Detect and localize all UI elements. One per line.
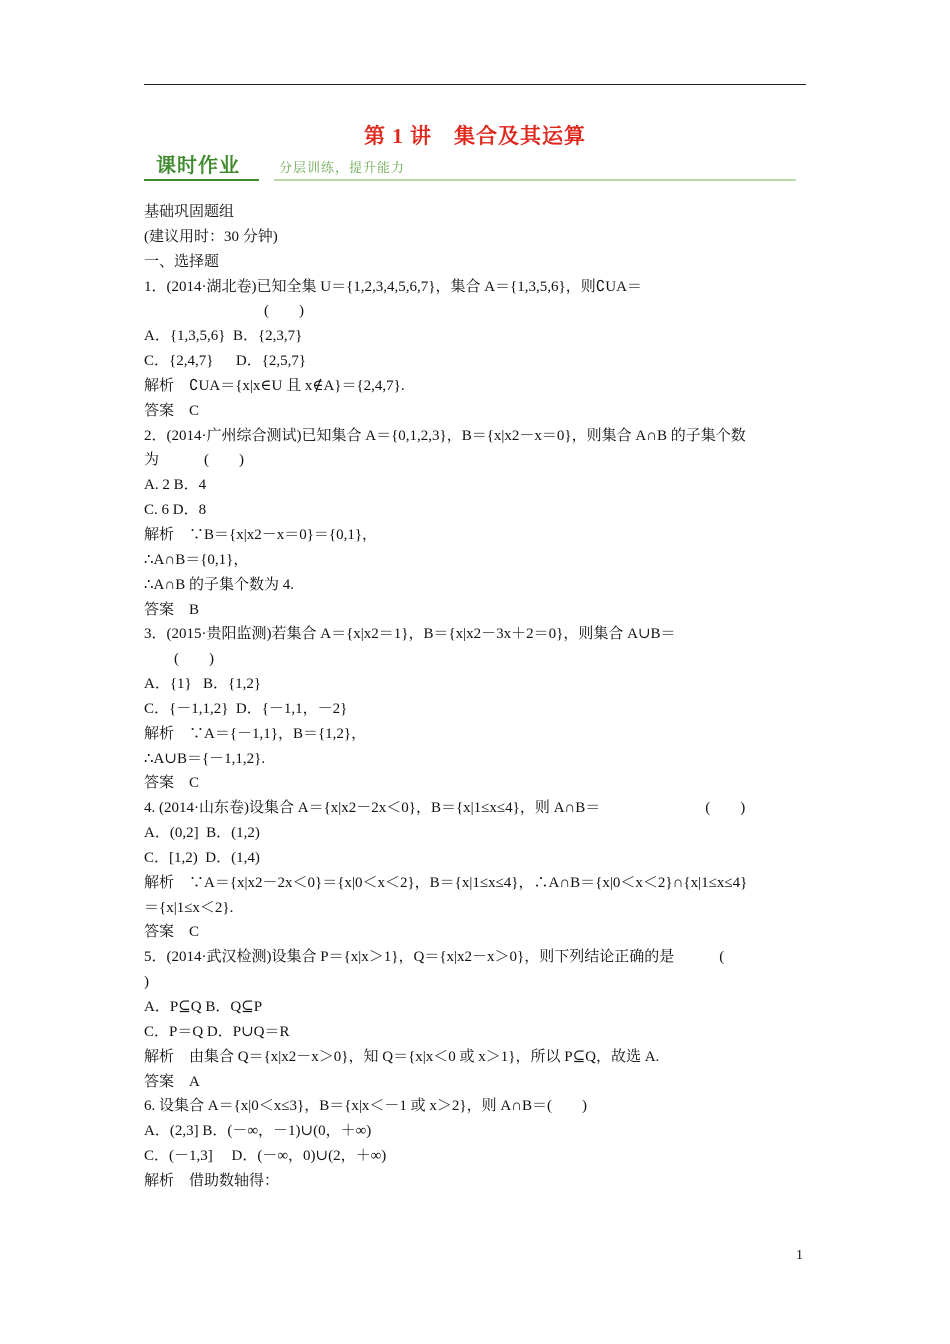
top-rule	[144, 84, 806, 85]
text-line: C．{－1,1,2} D．{－1,1，－2}	[144, 700, 348, 717]
text-line: 答案 C	[144, 402, 200, 419]
text-line: C．[1,2) D．(1,4)	[144, 849, 260, 866]
text-line: C．P＝Q D．P∪Q＝R	[144, 1023, 290, 1040]
banner-underline-light	[274, 179, 796, 181]
text-line: A．(2,3] B．(－∞，－1)∪(0，＋∞)	[144, 1123, 372, 1140]
text-line: A．(0,2] B．(1,2)	[144, 825, 260, 842]
text-line: ( )	[144, 651, 214, 668]
text-line: 答案 C	[144, 924, 200, 941]
text-line: 5．(2014·武汉检测)设集合 P＝{x|x＞1}，Q＝{x|x2－x＞0}，则下列结论正确的是 (	[144, 949, 725, 966]
text-line: A．P⊆Q B．Q⊆P	[144, 999, 263, 1015]
text-line: 2．(2014·广州综合测试)已知集合 A＝{0,1,2,3}，B＝{x|x2－x＝0}，则集合 A∩B 的子集个数	[144, 427, 746, 444]
text-line: 答案 A	[144, 1073, 200, 1090]
text-line: 4. (2014·山东卷)设集合 A＝{x|x2－2x＜0}，B＝{x|1≤x≤4}，则 A∩B＝ ( )	[144, 800, 746, 817]
text-line: ＝{x|1≤x＜2}.	[144, 899, 234, 916]
text-line: 解析 ∵A＝{x|x2－2x＜0}＝{x|0＜x＜2}，B＝{x|1≤x≤4}，∴A∩B＝{x|0＜x＜2}∩{x|1≤x≤4}	[144, 874, 748, 891]
text-line: 6. 设集合 A＝{x|0＜x≤3}，B＝{x|x＜－1 或 x＞2}，则 A∩B＝( )	[144, 1098, 588, 1115]
text-line: 为 ( )	[144, 452, 244, 469]
text-line: 答案 B	[144, 601, 200, 618]
banner-title: 课时作业	[156, 153, 240, 177]
text-line: 解析 ∵B＝{x|x2－x＝0}＝{0,1}，	[144, 526, 378, 543]
text-line: 解析 由集合 Q＝{x|x2－x＞0}，知 Q＝{x|x＜0 或 x＞1}，所以 P⊆Q，故选 A.	[144, 1048, 660, 1065]
text-line: ∴A∩B 的子集个数为 4.	[144, 576, 294, 593]
text-line: A. 2 B．4	[144, 477, 207, 494]
text-line: C．(－1,3] D．(－∞，0)∪(2，＋∞)	[144, 1148, 387, 1165]
banner-subtitle: 分层训练，提升能力	[279, 161, 406, 176]
text-line: A．{1,3,5,6} B．{2,3,7}	[144, 328, 303, 345]
text-line: )	[144, 974, 149, 991]
banner-underline-dark	[144, 179, 259, 181]
text-line: ( )	[144, 303, 304, 320]
page-number: 1	[796, 1248, 803, 1263]
text-line: ∴A∪B＝{－1,1,2}.	[144, 750, 266, 767]
text-line: (建议用时：30 分钟)	[144, 228, 278, 245]
text-line: A．{1} B．{1,2}	[144, 676, 262, 693]
text-line: 一、选择题	[144, 253, 220, 270]
text-line: 基础巩固题组	[144, 204, 235, 220]
text-line: 解析 ∁UA＝{x|x∈U 且 x∉A}＝{2,4,7}.	[144, 377, 405, 394]
text-line: ∴A∩B＝{0,1}，	[144, 551, 249, 568]
text-line: 解析 ∵A＝{－1,1}，B＝{1,2}，	[144, 725, 367, 742]
section-banner	[144, 152, 796, 184]
document-body	[144, 200, 806, 1194]
text-line: C. 6 D．8	[144, 502, 207, 519]
text-line: 答案 C	[144, 775, 200, 792]
text-line: 3．(2015·贵阳监测)若集合 A＝{x|x2＝1}，B＝{x|x2－3x＋2＝0}，则集合 A∪B＝	[144, 626, 676, 643]
text-line: 1．(2014·湖北卷)已知全集 U＝{1,2,3,4,5,6,7}，集合 A＝{1,3,5,6}，则∁UA＝	[144, 278, 642, 295]
text-line: 解析 借助数轴得：	[144, 1172, 280, 1189]
text-line: C．{2,4,7} D．{2,5,7}	[144, 353, 307, 370]
lesson-title: 第 1 讲 集合及其运算	[364, 124, 586, 148]
